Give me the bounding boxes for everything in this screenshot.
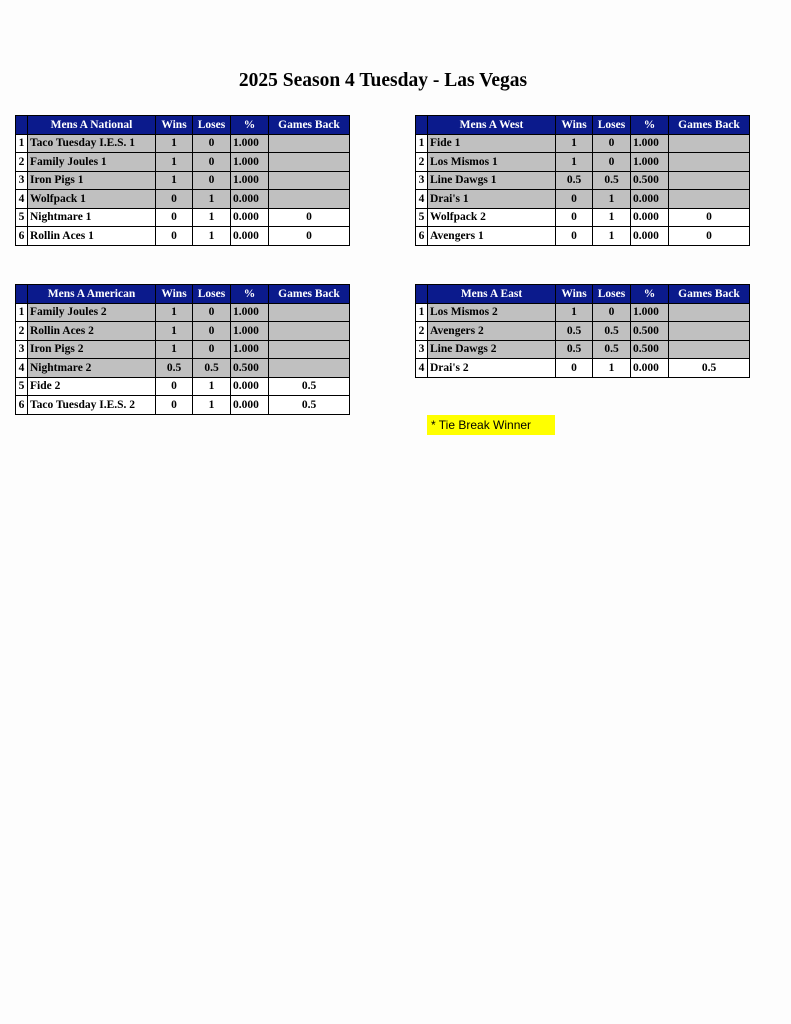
wins-cell: 0.5 — [556, 171, 593, 190]
wins-header: Wins — [156, 285, 193, 304]
loses-cell: 1 — [193, 208, 231, 227]
loses-cell: 0 — [193, 171, 231, 190]
table-row — [416, 340, 750, 359]
loses-cell: 1 — [193, 190, 231, 209]
games-back-cell — [269, 153, 350, 172]
table-row — [416, 208, 750, 227]
pct-cell: 0.000 — [231, 190, 269, 209]
page-title: 2025 Season 4 Tuesday - Las Vegas — [238, 70, 528, 91]
wins-header: Wins — [156, 116, 193, 135]
table-row — [16, 340, 350, 359]
wins-cell: 0 — [556, 208, 593, 227]
wins-cell: 0 — [156, 208, 193, 227]
team-name-cell: Fide 2 — [28, 377, 156, 396]
rank-cell: 3 — [16, 340, 28, 359]
games-back-cell — [669, 134, 750, 153]
loses-cell: 0 — [193, 340, 231, 359]
wins-cell: 1 — [156, 303, 193, 322]
loses-cell: 1 — [593, 208, 631, 227]
pct-header: % — [631, 116, 669, 135]
loses-cell: 0 — [593, 134, 631, 153]
rank-cell: 3 — [16, 171, 28, 190]
wins-header: Wins — [556, 116, 593, 135]
games-back-cell — [669, 303, 750, 322]
pct-cell: 0.000 — [631, 190, 669, 209]
rank-header — [416, 116, 428, 135]
games-back-cell — [669, 153, 750, 172]
loses-cell: 1 — [193, 396, 231, 415]
wins-cell: 1 — [156, 153, 193, 172]
table-row — [416, 134, 750, 153]
team-name-cell: Line Dawgs 2 — [428, 340, 556, 359]
pct-cell: 0.000 — [231, 377, 269, 396]
pct-cell: 0.000 — [631, 359, 669, 378]
pct-cell: 0.000 — [631, 208, 669, 227]
table-row — [416, 303, 750, 322]
pct-cell: 1.000 — [231, 153, 269, 172]
table-header-row — [416, 285, 750, 304]
loses-cell: 0 — [193, 322, 231, 341]
rank-cell: 1 — [16, 134, 28, 153]
wins-cell: 0 — [156, 227, 193, 246]
table-row — [16, 190, 350, 209]
wins-cell: 0 — [156, 190, 193, 209]
loses-header: Loses — [593, 116, 631, 135]
table-row — [16, 322, 350, 341]
table-row — [416, 227, 750, 246]
division-name-header: Mens A East — [428, 285, 556, 304]
wins-cell: 1 — [156, 171, 193, 190]
loses-header: Loses — [593, 285, 631, 304]
pct-cell: 0.000 — [231, 227, 269, 246]
loses-cell: 1 — [193, 377, 231, 396]
table-row — [416, 171, 750, 190]
games-back-cell: 0 — [669, 208, 750, 227]
loses-header: Loses — [193, 285, 231, 304]
pct-cell: 0.500 — [631, 322, 669, 341]
games-back-cell: 0.5 — [669, 359, 750, 378]
wins-cell: 0 — [156, 377, 193, 396]
pct-header: % — [231, 285, 269, 304]
games-back-cell: 0.5 — [269, 377, 350, 396]
pct-cell: 1.000 — [231, 171, 269, 190]
loses-cell: 0.5 — [193, 359, 231, 378]
wins-cell: 0 — [556, 227, 593, 246]
loses-cell: 1 — [593, 190, 631, 209]
team-name-cell: Taco Tuesday I.E.S. 2 — [28, 396, 156, 415]
rank-header — [16, 285, 28, 304]
rank-cell: 5 — [16, 377, 28, 396]
team-name-cell: Avengers 1 — [428, 227, 556, 246]
wins-cell: 1 — [156, 322, 193, 341]
games-back-header: Games Back — [269, 116, 350, 135]
rank-cell: 4 — [416, 359, 428, 378]
rank-cell: 3 — [416, 171, 428, 190]
loses-cell: 0 — [593, 153, 631, 172]
rank-cell: 4 — [16, 359, 28, 378]
games-back-cell — [269, 340, 350, 359]
loses-cell: 0 — [593, 303, 631, 322]
loses-cell: 0.5 — [593, 171, 631, 190]
team-name-cell: Nightmare 2 — [28, 359, 156, 378]
table-row — [416, 190, 750, 209]
games-back-cell — [669, 340, 750, 359]
games-back-header: Games Back — [669, 285, 750, 304]
table-row — [16, 377, 350, 396]
rank-cell: 5 — [16, 208, 28, 227]
games-back-cell — [669, 171, 750, 190]
games-back-header: Games Back — [269, 285, 350, 304]
team-name-cell: Drai's 1 — [428, 190, 556, 209]
table-row — [16, 208, 350, 227]
pct-cell: 0.000 — [231, 396, 269, 415]
wins-cell: 1 — [556, 153, 593, 172]
wins-header: Wins — [556, 285, 593, 304]
games-back-cell: 0.5 — [269, 396, 350, 415]
table-row — [16, 396, 350, 415]
rank-cell: 5 — [416, 208, 428, 227]
pct-cell: 1.000 — [631, 153, 669, 172]
loses-cell: 0 — [193, 153, 231, 172]
games-back-header: Games Back — [669, 116, 750, 135]
rank-cell: 2 — [416, 153, 428, 172]
wins-cell: 1 — [556, 303, 593, 322]
loses-cell: 0 — [193, 303, 231, 322]
wins-cell: 0.5 — [556, 340, 593, 359]
rank-cell: 6 — [16, 227, 28, 246]
rank-cell: 2 — [16, 153, 28, 172]
loses-header: Loses — [193, 116, 231, 135]
table-row — [416, 359, 750, 378]
table-row — [16, 303, 350, 322]
loses-cell: 0 — [193, 134, 231, 153]
pct-cell: 0.500 — [631, 171, 669, 190]
team-name-cell: Wolfpack 2 — [428, 208, 556, 227]
table-header-row — [16, 116, 350, 135]
division-name-header: Mens A National — [28, 116, 156, 135]
rank-header — [16, 116, 28, 135]
team-name-cell: Wolfpack 1 — [28, 190, 156, 209]
table-header-row — [16, 285, 350, 304]
rank-cell: 1 — [416, 303, 428, 322]
wins-cell: 0 — [156, 396, 193, 415]
table-row — [416, 322, 750, 341]
rank-cell: 3 — [416, 340, 428, 359]
games-back-cell — [269, 171, 350, 190]
pct-cell: 1.000 — [231, 322, 269, 341]
rank-cell: 6 — [416, 227, 428, 246]
team-name-cell: Fide 1 — [428, 134, 556, 153]
games-back-cell — [269, 303, 350, 322]
pct-cell: 1.000 — [231, 340, 269, 359]
rank-cell: 1 — [416, 134, 428, 153]
team-name-cell: Avengers 2 — [428, 322, 556, 341]
national-standings-table — [15, 115, 350, 246]
team-name-cell: Los Mismos 2 — [428, 303, 556, 322]
table-row — [16, 171, 350, 190]
rank-cell: 2 — [16, 322, 28, 341]
rank-cell: 6 — [16, 396, 28, 415]
tie-break-note: * Tie Break Winner — [427, 415, 555, 435]
american-standings-table — [15, 284, 350, 415]
games-back-cell — [269, 134, 350, 153]
games-back-cell — [669, 190, 750, 209]
games-back-cell: 0 — [669, 227, 750, 246]
pct-cell: 0.000 — [631, 227, 669, 246]
wins-cell: 1 — [556, 134, 593, 153]
loses-cell: 1 — [593, 227, 631, 246]
pct-cell: 0.500 — [231, 359, 269, 378]
rank-cell: 1 — [16, 303, 28, 322]
division-name-header: Mens A American — [28, 285, 156, 304]
wins-cell: 0.5 — [156, 359, 193, 378]
rank-cell: 2 — [416, 322, 428, 341]
games-back-cell: 0 — [269, 227, 350, 246]
games-back-cell — [669, 322, 750, 341]
rank-header — [416, 285, 428, 304]
team-name-cell: Taco Tuesday I.E.S. 1 — [28, 134, 156, 153]
pct-cell: 1.000 — [231, 134, 269, 153]
pct-header: % — [631, 285, 669, 304]
loses-cell: 0.5 — [593, 340, 631, 359]
table-row — [16, 227, 350, 246]
games-back-cell — [269, 322, 350, 341]
team-name-cell: Rollin Aces 2 — [28, 322, 156, 341]
table-row — [416, 153, 750, 172]
wins-cell: 0 — [556, 359, 593, 378]
pct-cell: 1.000 — [231, 303, 269, 322]
team-name-cell: Iron Pigs 1 — [28, 171, 156, 190]
table-row — [16, 359, 350, 378]
pct-cell: 1.000 — [631, 134, 669, 153]
table-row — [16, 153, 350, 172]
loses-cell: 1 — [593, 359, 631, 378]
team-name-cell: Los Mismos 1 — [428, 153, 556, 172]
loses-cell: 1 — [193, 227, 231, 246]
pct-cell: 0.500 — [631, 340, 669, 359]
games-back-cell — [269, 190, 350, 209]
division-name-header: Mens A West — [428, 116, 556, 135]
table-row — [16, 134, 350, 153]
team-name-cell: Nightmare 1 — [28, 208, 156, 227]
loses-cell: 0.5 — [593, 322, 631, 341]
wins-cell: 1 — [156, 134, 193, 153]
rank-cell: 4 — [416, 190, 428, 209]
team-name-cell: Family Joules 2 — [28, 303, 156, 322]
east-standings-table — [415, 284, 750, 378]
wins-cell: 0 — [556, 190, 593, 209]
team-name-cell: Family Joules 1 — [28, 153, 156, 172]
wins-cell: 1 — [156, 340, 193, 359]
wins-cell: 0.5 — [556, 322, 593, 341]
team-name-cell: Rollin Aces 1 — [28, 227, 156, 246]
pct-header: % — [231, 116, 269, 135]
west-standings-table — [415, 115, 750, 246]
rank-cell: 4 — [16, 190, 28, 209]
pct-cell: 1.000 — [631, 303, 669, 322]
games-back-cell: 0 — [269, 208, 350, 227]
games-back-cell — [269, 359, 350, 378]
team-name-cell: Line Dawgs 1 — [428, 171, 556, 190]
table-header-row — [416, 116, 750, 135]
team-name-cell: Drai's 2 — [428, 359, 556, 378]
pct-cell: 0.000 — [231, 208, 269, 227]
team-name-cell: Iron Pigs 2 — [28, 340, 156, 359]
